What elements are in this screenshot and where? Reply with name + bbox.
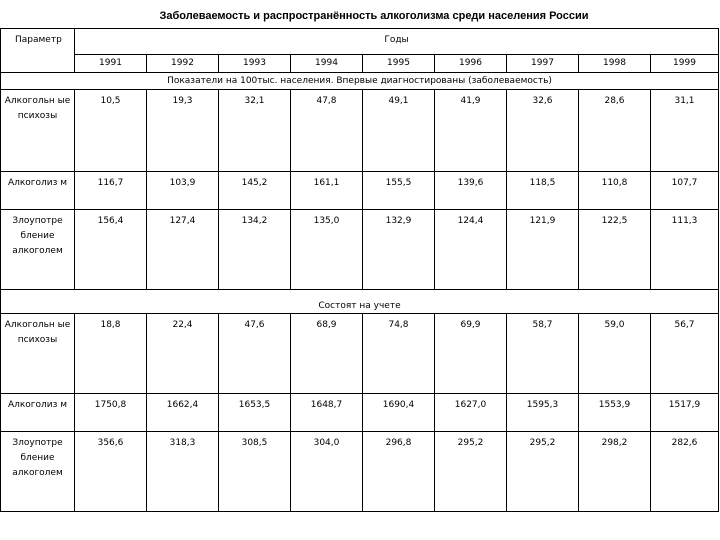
table-cell: 111,3	[651, 210, 719, 290]
row-label: Алкогольн ые психозы	[1, 90, 75, 172]
table-cell: 41,9	[435, 90, 507, 172]
table-row	[1, 432, 719, 512]
table-row	[1, 210, 719, 290]
years-header: Годы	[75, 29, 719, 55]
year-header: 1993	[219, 55, 291, 73]
table-cell: 18,8	[75, 314, 147, 394]
row-label: Алкогольн ые психозы	[1, 314, 75, 394]
table-cell: 318,3	[147, 432, 219, 512]
table-cell: 22,4	[147, 314, 219, 394]
table-cell: 145,2	[219, 172, 291, 210]
row-label: Злоупотре бление алкоголем	[1, 210, 75, 290]
table-body	[1, 29, 719, 512]
table-cell: 110,8	[579, 172, 651, 210]
table-cell: 156,4	[75, 210, 147, 290]
table-cell: 161,1	[291, 172, 363, 210]
table-cell: 19,3	[147, 90, 219, 172]
table-cell: 31,1	[651, 90, 719, 172]
year-header: 1998	[579, 55, 651, 73]
year-header: 1999	[651, 55, 719, 73]
section-header-row	[1, 73, 719, 90]
section-title: Состоят на учете	[1, 290, 719, 314]
param-header: Параметр	[1, 29, 75, 55]
table-cell: 1595,3	[507, 394, 579, 432]
table-cell: 32,6	[507, 90, 579, 172]
table-cell: 139,6	[435, 172, 507, 210]
table-cell: 28,6	[579, 90, 651, 172]
table-cell: 155,5	[363, 172, 435, 210]
table-cell: 295,2	[507, 432, 579, 512]
table-cell: 122,5	[579, 210, 651, 290]
table-cell: 1662,4	[147, 394, 219, 432]
table-row	[1, 394, 719, 432]
row-label: Злоупотре бление алкоголем	[1, 432, 75, 512]
row-label: Алкоголиз м	[1, 172, 75, 210]
table-cell: 304,0	[291, 432, 363, 512]
section-header-row	[1, 290, 719, 314]
table-cell: 118,5	[507, 172, 579, 210]
table-cell: 56,7	[651, 314, 719, 394]
table-cell: 68,9	[291, 314, 363, 394]
param-header-continuation	[1, 55, 75, 73]
table-cell: 103,9	[147, 172, 219, 210]
year-row	[1, 55, 719, 73]
table-cell: 308,5	[219, 432, 291, 512]
table-cell: 135,0	[291, 210, 363, 290]
table-cell: 1750,8	[75, 394, 147, 432]
year-header: 1994	[291, 55, 363, 73]
table-cell: 1648,7	[291, 394, 363, 432]
header-row	[1, 29, 719, 55]
table-cell: 116,7	[75, 172, 147, 210]
year-header: 1996	[435, 55, 507, 73]
table-cell: 1627,0	[435, 394, 507, 432]
row-label: Алкоголиз м	[1, 394, 75, 432]
table-cell: 121,9	[507, 210, 579, 290]
table-cell: 134,2	[219, 210, 291, 290]
statistics-table	[0, 28, 719, 512]
table-cell: 127,4	[147, 210, 219, 290]
table-cell: 1653,5	[219, 394, 291, 432]
table-cell: 124,4	[435, 210, 507, 290]
table-cell: 32,1	[219, 90, 291, 172]
table-cell: 10,5	[75, 90, 147, 172]
table-cell: 356,6	[75, 432, 147, 512]
year-header: 1995	[363, 55, 435, 73]
table-cell: 47,6	[219, 314, 291, 394]
table-cell: 59,0	[579, 314, 651, 394]
table-cell: 1517,9	[651, 394, 719, 432]
table-cell: 47,8	[291, 90, 363, 172]
table-cell: 49,1	[363, 90, 435, 172]
table-cell: 282,6	[651, 432, 719, 512]
table-cell: 296,8	[363, 432, 435, 512]
table-cell: 295,2	[435, 432, 507, 512]
table-title: Заболеваемость и распространённость алкоголизма среди населения России	[159, 10, 589, 22]
table-row	[1, 172, 719, 210]
table-row	[1, 90, 719, 172]
table-cell: 132,9	[363, 210, 435, 290]
table-cell: 69,9	[435, 314, 507, 394]
table-cell: 107,7	[651, 172, 719, 210]
table-cell: 298,2	[579, 432, 651, 512]
table-cell: 1690,4	[363, 394, 435, 432]
table-row	[1, 314, 719, 394]
year-header: 1992	[147, 55, 219, 73]
year-header: 1997	[507, 55, 579, 73]
year-header: 1991	[75, 55, 147, 73]
table-cell: 1553,9	[579, 394, 651, 432]
table-cell: 58,7	[507, 314, 579, 394]
section-title: Показатели на 100тыс. населения. Впервые диагностированы (заболеваемость)	[1, 73, 719, 90]
table-cell: 74,8	[363, 314, 435, 394]
